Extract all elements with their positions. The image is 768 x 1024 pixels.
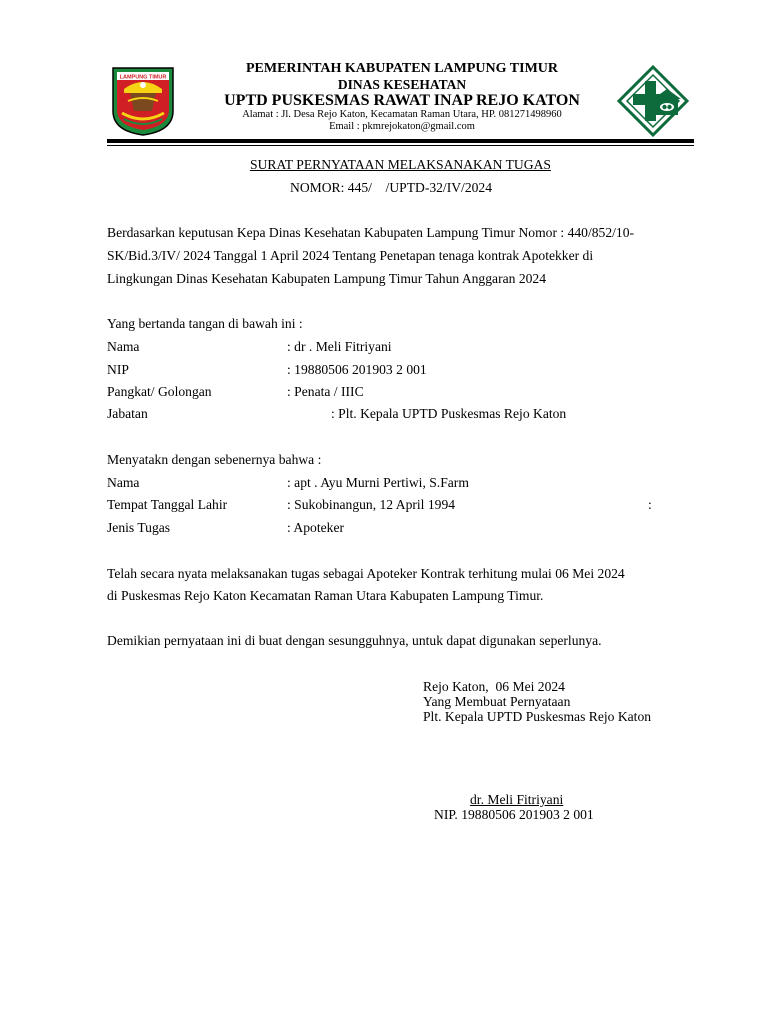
subject-name-label: Nama [107, 475, 140, 490]
signature-name: dr. Meli Fitriyani [470, 792, 564, 807]
letterhead-address: Alamat : Jl. Desa Rejo Katon, Kecamatan Raman Utara, HP. 081271498960 [242, 109, 562, 120]
closing-sentence: Demikian pernyataan ini di buat dengan sesungguhnya, untuk dapat digunakan seperlunya. [107, 633, 602, 648]
signer-name-label: Nama [107, 339, 140, 354]
subject-task-label: Jenis Tugas [107, 520, 171, 535]
document-number: NOMOR: 445/ /UPTD-32/IV/2024 [290, 180, 493, 195]
signer-heading: Yang bertanda tangan di bawah ini : [107, 316, 303, 331]
subject-heading: Menyatakn dengan sebenernya bahwa : [107, 452, 322, 467]
signature-place-date: Rejo Katon, 06 Mei 2024 [423, 679, 565, 694]
subject-birth-value: : Sukobinangun, 12 April 1994 [287, 497, 456, 512]
letterhead-institution: UPTD PUSKESMAS RAWAT INAP REJO KATON [224, 92, 580, 109]
letterhead-government: PEMERINTAH KABUPATEN LAMPUNG TIMUR [245, 61, 559, 76]
letterhead-department: DINAS KESEHATAN [337, 77, 467, 92]
signer-rank-value: : Penata / IIIC [287, 384, 364, 399]
signature-role-2: Plt. Kepala UPTD Puskesmas Rejo Katon [423, 709, 652, 724]
intro-line-3: Lingkungan Dinas Kesehatan Kabupaten Lampung Timur Tahun Anggaran 2024 [107, 271, 547, 286]
subject-task-value: : Apoteker [287, 520, 345, 535]
signer-nip-label: NIP [107, 362, 129, 377]
document-title: SURAT PERNYATAAN MELAKSANAKAN TUGAS [250, 157, 551, 172]
signer-name-value: : dr . Meli Fitriyani [287, 339, 392, 354]
statement-line-2: di Puskesmas Rejo Katon Kecamatan Raman Utara Kabupaten Lampung Timur. [107, 588, 544, 603]
svg-text:LAMPUNG TIMUR: LAMPUNG TIMUR [119, 74, 167, 81]
subject-birth-extra-colon: : [648, 497, 652, 512]
letterhead-rule-thin [107, 145, 694, 146]
statement-line-1: Telah secara nyata melaksanakan tugas sebagai Apoteker Kontrak terhitung mulai 06 Mei 2024 [107, 566, 625, 581]
intro-line-1: Berdasarkan keputusan Kepa Dinas Kesehatan Kabupaten Lampung Timur Nomor : 440/852/10- [107, 225, 635, 240]
signer-position-label: Jabatan [107, 406, 148, 421]
intro-line-2: SK/Bid.3/IV/ 2024 Tanggal 1 April 2024 Tentang Penetapan tenaga kontrak Apotekker di [107, 248, 594, 263]
puskesmas-logo-icon [617, 65, 689, 137]
signature-nip: NIP. 19880506 201903 2 001 [434, 807, 594, 822]
letterhead-email: Email : pkmrejokaton@gmail.com [329, 121, 475, 132]
letterhead-rule-thick [107, 139, 694, 143]
signer-nip-value: : 19880506 201903 2 001 [287, 362, 427, 377]
lampung-timur-crest-icon [110, 65, 176, 137]
subject-birth-label: Tempat Tanggal Lahir [107, 497, 228, 512]
signature-role-1: Yang Membuat Pernyataan [423, 694, 571, 709]
signer-rank-label: Pangkat/ Golongan [107, 384, 212, 399]
subject-name-value: : apt . Ayu Murni Pertiwi, S.Farm [287, 475, 469, 490]
signer-position-value: : Plt. Kepala UPTD Puskesmas Rejo Katon [331, 406, 567, 421]
